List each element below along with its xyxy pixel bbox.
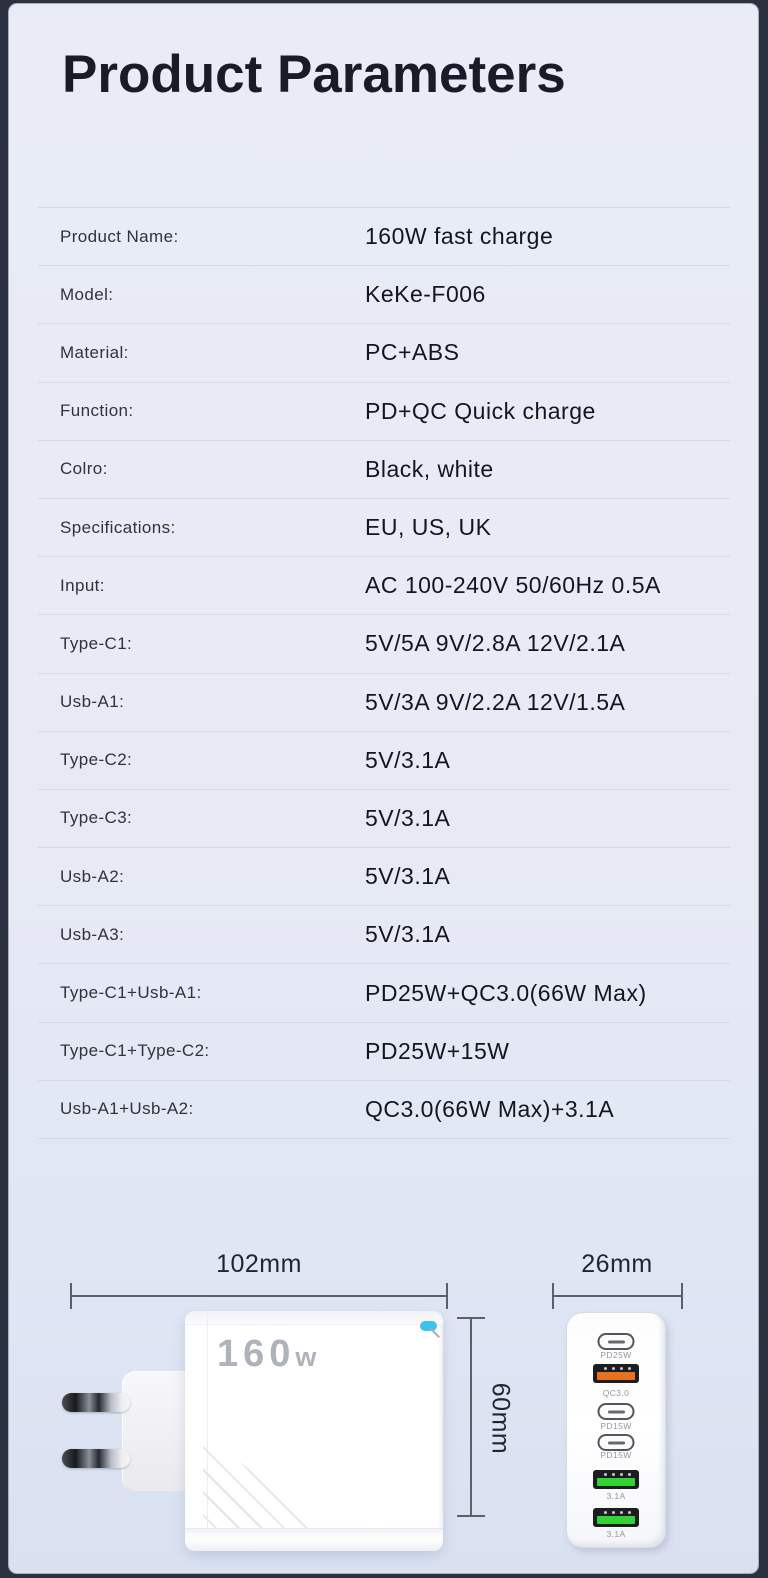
spec-value: PD25W+QC3.0(66W Max) [365, 979, 647, 1006]
dimension-depth-label: 26mm [581, 1250, 653, 1278]
table-row [38, 207, 730, 265]
table-row [38, 556, 730, 614]
table-row [38, 673, 730, 731]
wattage-number: 160 [217, 1333, 296, 1375]
port-label: PD15W [600, 1450, 632, 1460]
charger-top-edge [185, 1311, 443, 1325]
spec-label: Usb-A1+Usb-A2: [60, 1099, 194, 1119]
led-indicator [420, 1321, 437, 1331]
eu-plug-pin [62, 1393, 130, 1412]
eu-plug-pin [62, 1449, 130, 1468]
wattage-unit: w [295, 1342, 318, 1372]
spec-label: Usb-A1: [60, 692, 125, 712]
table-row [38, 789, 730, 847]
spec-value: Black, white [365, 455, 494, 482]
table-row [38, 847, 730, 905]
usb-a-port-icon [593, 1470, 639, 1489]
table-row [38, 265, 730, 323]
spec-value: AC 100-240V 50/60Hz 0.5A [365, 572, 661, 599]
table-row [38, 905, 730, 963]
decorative-stripes [203, 1435, 343, 1539]
dimension-tick [457, 1515, 485, 1517]
port-label: 3.1A [606, 1491, 626, 1501]
usb-tongue [597, 1372, 635, 1380]
dimension-height-line [470, 1318, 472, 1517]
spec-label: Product Name: [60, 226, 179, 246]
dimension-width-label: 102mm [216, 1250, 302, 1278]
spec-value: PD+QC Quick charge [365, 397, 596, 424]
spec-value: 5V/3.1A [365, 746, 451, 773]
port-label: PD25W [600, 1350, 632, 1360]
charger-side-view [185, 1311, 443, 1551]
spec-value: 5V/3.1A [365, 804, 451, 831]
dimension-tick [446, 1283, 448, 1309]
spec-label: Type-C1+Type-C2: [60, 1041, 210, 1061]
charger-bottom-edge [185, 1528, 443, 1551]
table-row [38, 731, 730, 789]
port-label: QC3.0 [602, 1388, 630, 1398]
type-c-port-icon [598, 1403, 635, 1420]
dimension-tick [70, 1283, 72, 1309]
usb-tongue [597, 1478, 635, 1486]
table-row [38, 382, 730, 440]
usb-contacts [604, 1367, 607, 1370]
table-row [38, 498, 730, 556]
dimension-tick [457, 1317, 485, 1319]
table-row [38, 323, 730, 381]
spec-label: Type-C1+Usb-A1: [60, 983, 202, 1003]
spec-value: 5V/3.1A [365, 863, 451, 890]
spec-value: KeKe-F006 [365, 281, 486, 308]
usb-contacts [604, 1473, 607, 1476]
page-title: Product Parameters [62, 45, 566, 104]
table-row [38, 1080, 730, 1138]
dimension-width-line [70, 1295, 448, 1297]
spec-label: Model: [60, 284, 114, 304]
table-row [38, 1022, 730, 1080]
spec-value: EU, US, UK [365, 514, 492, 541]
spec-label: Type-C2: [60, 750, 133, 770]
type-c-port-icon [598, 1333, 635, 1350]
table-row [38, 440, 730, 498]
usb-a-port-icon [593, 1364, 639, 1383]
type-c-port-icon [598, 1434, 635, 1451]
spec-label: Type-C3: [60, 808, 133, 828]
table-row [38, 963, 730, 1021]
wattage-label [217, 1333, 317, 1376]
spec-value: 5V/3.1A [365, 921, 451, 948]
spec-label: Usb-A2: [60, 866, 125, 886]
usb-a-port-icon [593, 1508, 639, 1527]
spec-label: Material: [60, 342, 129, 362]
spec-label: Usb-A3: [60, 924, 125, 944]
spec-value: 5V/3A 9V/2.2A 12V/1.5A [365, 688, 626, 715]
dimension-tick [552, 1283, 554, 1309]
spec-value: PD25W+15W [365, 1037, 510, 1064]
dimension-tick [681, 1283, 683, 1309]
spec-value: 160W fast charge [365, 223, 554, 250]
spec-label: Function: [60, 401, 134, 421]
spec-value: 5V/5A 9V/2.8A 12V/2.1A [365, 630, 626, 657]
spec-table [38, 207, 730, 1139]
spec-label: Input: [60, 575, 105, 595]
dimension-height-label: 60mm [486, 1382, 515, 1455]
usb-contacts [604, 1511, 607, 1514]
dimension-depth-line [552, 1295, 683, 1297]
spec-label: Type-C1: [60, 633, 133, 653]
spec-label: Colro: [60, 459, 108, 479]
spec-value: PC+ABS [365, 339, 460, 366]
port-label: PD15W [600, 1421, 632, 1431]
table-row [38, 614, 730, 672]
charger-front-view [566, 1312, 666, 1548]
usb-tongue [597, 1516, 635, 1524]
spec-value: QC3.0(66W Max)+3.1A [365, 1095, 615, 1122]
spec-label: Specifications: [60, 517, 176, 537]
port-label: 3.1A [606, 1529, 626, 1539]
